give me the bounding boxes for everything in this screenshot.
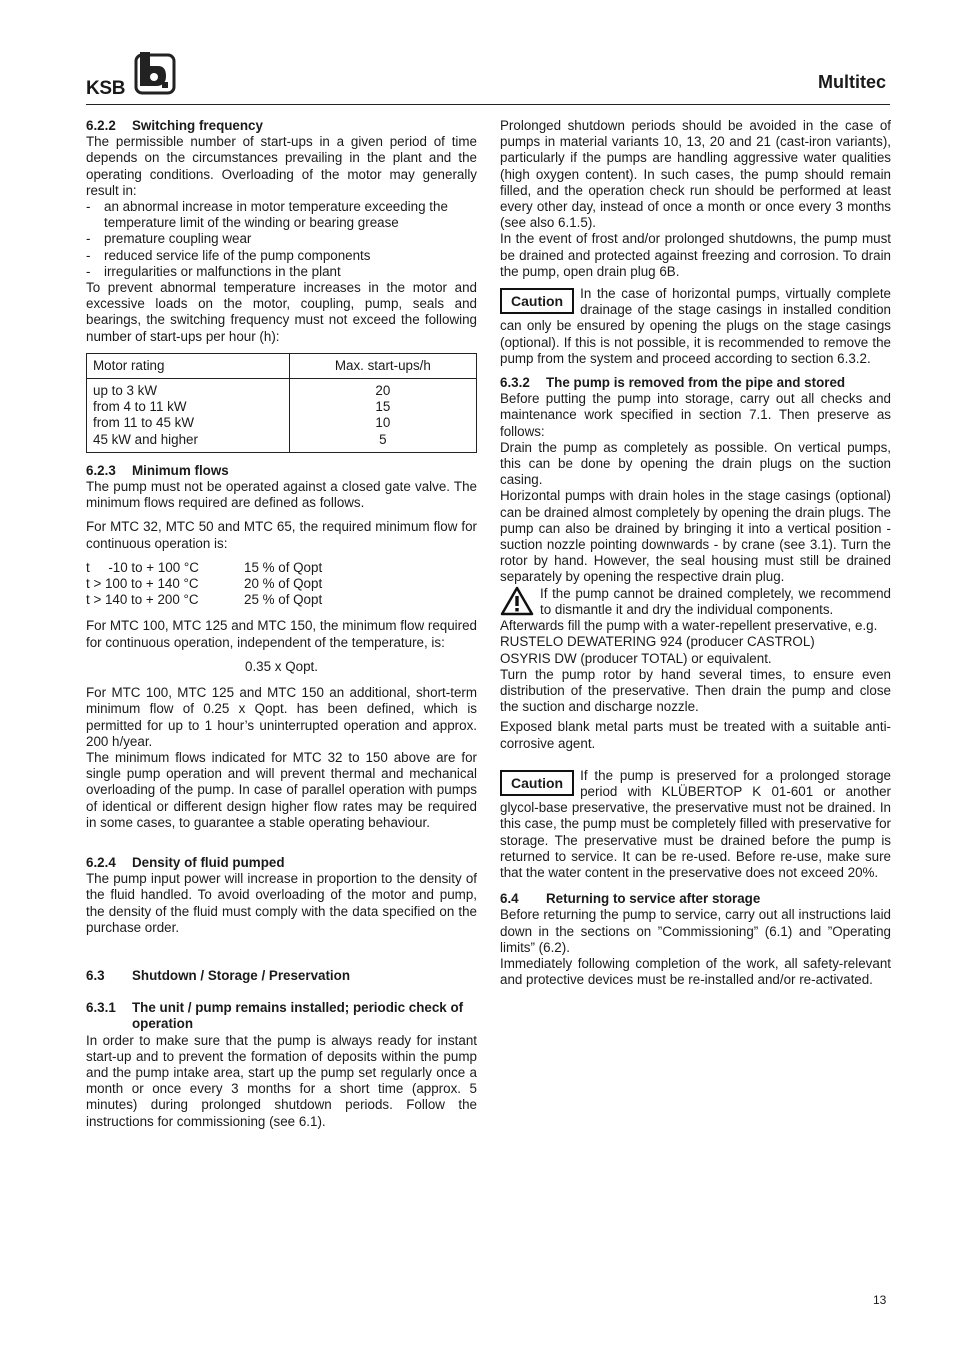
motor-rating-cell: up to 3 kW	[93, 383, 158, 399]
section-heading-6-3-2: 6.3.2 The pump is removed from the pipe and stored	[500, 375, 846, 391]
left-column	[86, 118, 477, 1130]
page-number: 13	[873, 1293, 887, 1307]
paragraph: RUSTELO DEWATERING 924 (producer CASTROL)	[500, 634, 815, 650]
ksb-logo	[86, 52, 186, 99]
min-flow-value: 20 % of Qopt	[244, 576, 323, 592]
temperature-range: t -10 to + 100 °C	[86, 559, 199, 575]
table-header-max-startups: Max. start-ups/h	[289, 353, 476, 378]
caution-text: If the pump is preserved for a prolonged storage period with KLÜBERTOP K 01-601 or another glycol-base preservative, the preservative must not be drained. In this case, the pump must be completely filled with preservative for storage. The preservative must be drained before the pump is returned to service. It can be re-used. Before re-use, make sure that the water content in the preservative does not exceed 20%.	[500, 767, 891, 880]
temperature-range: t > 100 to + 140 °C	[86, 576, 199, 592]
paragraph: The pump must not be operated against a closed gate valve. The minimum flows required are defined as follows.	[86, 479, 477, 511]
paragraph: The minimum flows indicated for MTC 32 to 150 above are for single pump operation and will prevent thermal and mechanical overloading of the pump. In case of parallel operation with pumps of identical or different design higher flow rates may be required in some cases, to guarantee a stable operating behaviour.	[86, 749, 477, 830]
paragraph: Before returning the pump to service, carry out all instructions laid down in the sections on ”Commissioning” (6.1) and ”Operating limits” (6.2).	[500, 907, 891, 955]
paragraph: The pump input power will increase in proportion to the density of the fluid handled. To avoid overloading of the motor and pump, the density of the fluid must comply with the data specified on the purchase order.	[86, 871, 477, 935]
document-title: Multitec	[817, 72, 886, 92]
section-heading-6-4: 6.4 Returning to service after storage	[500, 891, 761, 907]
caution-note	[500, 286, 891, 367]
temperature-flow-list	[86, 560, 477, 609]
paragraph: Prolonged shutdown periods should be avoided in the case of pumps in material variants 10, 13, 20 and 21 (cast-iron variants), particularly if the pumps are handling aggressive water qualities (high oxygen content). In such cases, the pump should remain filled, and the operation check run should be performed at least every other day, instead of once a month or once every 3 months (see also 6.1.5).	[500, 118, 891, 231]
table-row	[87, 379, 477, 453]
startups-cell: 15	[375, 399, 391, 415]
min-flow-value: 15 % of Qopt	[244, 559, 323, 575]
caution-label: Caution	[500, 288, 574, 314]
consequence-list	[86, 199, 477, 280]
list-item: - irregularities or malfunctions in the plant	[86, 264, 477, 280]
min-flow-value: 25 % of Qopt	[244, 592, 323, 608]
paragraph: OSYRIS DW (producer TOTAL) or equivalent.	[500, 650, 772, 666]
section-heading-6-2-2: 6.2.2 Switching frequency	[86, 118, 263, 133]
paragraph: Afterwards fill the pump with a water-repellent preservative, e.g.	[500, 618, 878, 634]
motor-rating-cell: from 4 to 11 kW	[93, 399, 187, 415]
paragraph: Immediately following completion of the work, all safety-relevant and protective devices must be re-installed and/or re-activated.	[500, 955, 891, 988]
startups-cell: 20	[375, 383, 391, 399]
paragraph: In order to make sure that the pump is always ready for instant start-up and to prevent the formation of deposits within the pump and the pump intake area, start up the pump set regularly once a month or once every 3 months for a short time (approx. 5 minutes) during prolonged shutdown periods. Follow the instructions for commissioning (see 6.1).	[86, 1032, 477, 1129]
paragraph: Turn the pump rotor by hand several times, to ensure even distribution of the preservative. Then drain the pump and close the suction and discharge nozzle.	[500, 666, 891, 715]
section-heading-6-3-1: 6.3.1 The unit / pump remains installed; periodic check of operation	[86, 1000, 464, 1032]
right-column	[500, 118, 891, 988]
motor-rating-cell: from 11 to 45 kW	[93, 415, 194, 431]
paragraph: In the event of frost and/or prolonged shutdowns, the pump must be drained and protected against freezing and corrosion. To drain the pump, open drain plug 6B.	[500, 231, 891, 279]
paragraph: Exposed blank metal parts must be treated with a suitable anti-corrosive agent.	[500, 719, 891, 751]
temperature-range: t > 140 to + 200 °C	[86, 592, 199, 608]
section-heading-6-2-3: 6.2.3 Minimum flows	[86, 462, 229, 478]
list-item: - reduced service life of the pump components	[86, 248, 477, 264]
warning-text: If the pump cannot be drained completely, we recommend to dismantle it and dry the individual components.	[540, 585, 891, 617]
motor-rating-cell: 45 kW and higher	[93, 431, 198, 447]
section-heading-6-2-4: 6.2.4 Density of fluid pumped	[86, 854, 285, 870]
list-item: - premature coupling wear	[86, 231, 477, 247]
logo-text: KSB	[86, 78, 126, 99]
warning-triangle-icon	[500, 586, 534, 616]
section-heading-6-3: 6.3 Shutdown / Storage / Preservation	[86, 967, 351, 983]
table-header-motor-rating: Motor rating	[87, 353, 290, 378]
warning-note	[500, 586, 891, 618]
paragraph: Drain the pump as completely as possible. On vertical pumps, this can be done by opening the drain plugs on the suction casing.	[500, 439, 891, 488]
min-flow-formula: 0.35 x Qopt.	[245, 658, 318, 674]
page-header	[86, 50, 890, 105]
list-item: - an abnormal increase in motor temperature exceeding the temperature limit of the winding or bearing grease	[86, 199, 477, 231]
caution-label: Caution	[500, 770, 574, 796]
paragraph: The permissible number of start-ups in a given period of time depends on the circumstances prevailing in the plant and the operating conditions. Overloading of the motor may generally result in:	[86, 134, 477, 198]
paragraph: For MTC 100, MTC 125 and MTC 150 an additional, short-term minimum flow of 0.25 x Qopt. has been defined, which is permitted for up to 1 hour’s uninterrupted operation and approx. 200 h/year.	[86, 685, 477, 749]
caution-note	[500, 768, 891, 881]
paragraph: For MTC 100, MTC 125 and MTC 150, the minimum flow required for continuous operation, independent of the temperature, is:	[86, 618, 477, 650]
paragraph: Horizontal pumps with drain holes in the stage casings (optional) can be drained almost completely by opening the drain plugs. The pump can also be drained by bringing it into a vertical position - suction nozzle pointing downwards - by crane (see 3.1). Turn the rotor by hand. However, the seal housing must still be drained separately by opening the respective drain plug.	[500, 488, 891, 585]
caution-text: In the case of horizontal pumps, virtually complete drainage of the stage casings in installed condition can only be ensured by opening the plugs on the stage casings (optional). If this is not possible, it is recommended to remove the pump from the system and proceed according to section 6.3.2.	[500, 286, 891, 366]
startups-cell: 5	[379, 431, 387, 447]
startups-cell: 10	[375, 415, 391, 431]
paragraph: For MTC 32, MTC 50 and MTC 65, the required minimum flow for continuous operation is:	[86, 519, 477, 551]
ksb-logo-mark-icon	[132, 52, 180, 96]
paragraph: To prevent abnormal temperature increases in the motor and excessive loads on the motor, coupling, pump, seals and bearings, the switching frequency must not exceed the following number of start-ups per hour (h):	[86, 280, 477, 344]
paragraph: Before putting the pump into storage, carry out all checks and maintenance work specified in section 7.1. Then preserve as follows:	[500, 391, 891, 439]
startups-table	[86, 353, 477, 453]
